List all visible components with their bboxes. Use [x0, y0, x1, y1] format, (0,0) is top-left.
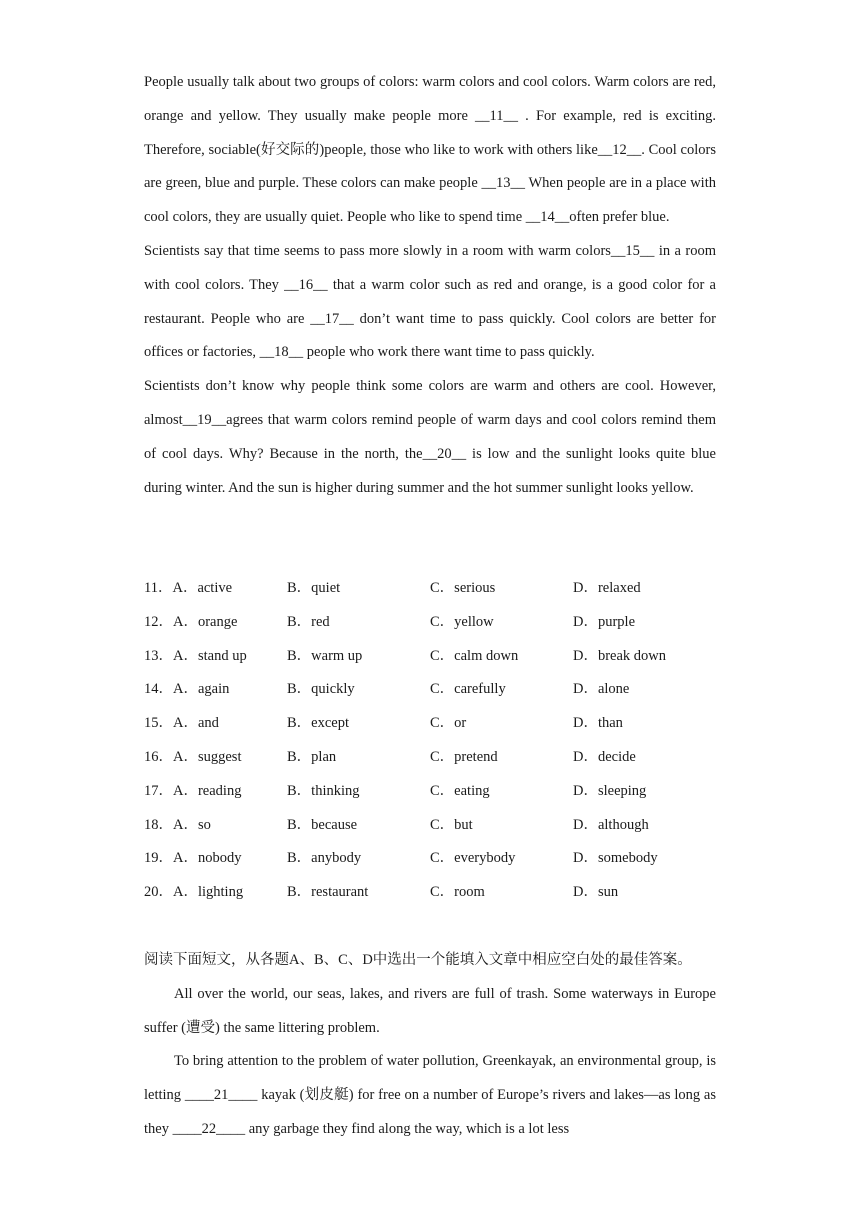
option-b: B．restaurant	[287, 884, 369, 901]
question-number: 17．	[144, 782, 173, 799]
option-b: B．except	[287, 715, 350, 732]
option-b: B．thinking	[287, 782, 360, 799]
option-b: B．warm up	[287, 647, 363, 664]
question-number: 12．	[144, 613, 173, 630]
option-d: D．purple	[573, 613, 636, 630]
option-c: C．room	[430, 884, 485, 901]
option-d: D．sun	[573, 884, 619, 901]
question-number: 19．	[144, 850, 173, 867]
option-d: D．decide	[573, 748, 636, 765]
question-row-16	[144, 741, 716, 775]
question-number: 15．	[144, 715, 173, 732]
option-b: B．anybody	[287, 850, 362, 867]
question-number: 13．	[144, 647, 173, 664]
question-row-14	[144, 673, 716, 707]
option-a: 14．A．again	[144, 681, 230, 698]
question-number: 11．	[144, 580, 173, 596]
option-a: 11．A．active	[144, 580, 233, 596]
option-c: C．but	[430, 816, 473, 833]
question-number: 16．	[144, 748, 173, 765]
option-d: D．alone	[573, 681, 630, 698]
section2-paragraph-1: All over the world, our seas, lakes, and rivers are full of trash. Some waterways in Europe suffer (遭受) the same littering problem.	[144, 985, 716, 1036]
question-row-18	[144, 809, 716, 843]
passage-paragraph-1: People usually talk about two groups of colors: warm colors and cool colors. Warm colors are red, orange and yellow. They usually make people more __11__ . For example, red is exciting. Therefore, sociable(好交际的)people, those who like to work with others like__12__. Cool colors are green, blue and purple. These colors can make people __13__ When people are in a place with cool colors, they are usually quiet. People who like to spend time __14__often prefer blue.	[144, 74, 716, 226]
option-c: C．everybody	[430, 850, 516, 867]
option-c: C．pretend	[430, 748, 498, 765]
option-a: 19．A．nobody	[144, 850, 242, 867]
option-a: 12．A．orange	[144, 613, 238, 630]
passage-paragraph-2: Scientists say that time seems to pass more slowly in a room with warm colors__15__ in a room with cool colors. They __16__ that a warm color such as red and orange, is a good color for a restaurant. People who are __17__ don’t want time to pass quickly. Cool colors are better for offices or factories, __18__ people who work there want time to pass quickly.	[144, 242, 716, 361]
question-row-13	[144, 640, 716, 674]
option-a: 15．A．and	[144, 715, 219, 732]
option-d: D．than	[573, 715, 623, 732]
option-d: D．although	[573, 816, 649, 833]
option-d: D．sleeping	[573, 782, 647, 799]
option-d: D．somebody	[573, 850, 658, 867]
question-number: 18．	[144, 816, 173, 833]
question-row-20	[144, 876, 716, 910]
option-c: C．or	[430, 715, 467, 732]
cloze-passage	[144, 66, 716, 505]
question-row-15	[144, 707, 716, 741]
options-list	[144, 572, 716, 910]
option-a: 20．A．lighting	[144, 884, 244, 901]
option-b: B．because	[287, 816, 358, 833]
question-number: 20．	[144, 884, 173, 901]
option-c: C．serious	[430, 580, 496, 596]
option-d: D．relaxed	[573, 580, 641, 596]
section2-paragraph-2: To bring attention to the problem of water pollution, Greenkayak, an environmental group, is letting ____21____ kayak (划皮艇) for free on a number of Europe’s rivers and lakes—as long as they ____22____ any garbage they find along the way, which is a lot less	[144, 1053, 716, 1137]
option-a: 17．A．reading	[144, 782, 242, 799]
option-b: B．red	[287, 613, 330, 630]
question-row-19	[144, 842, 716, 876]
option-d: D．break down	[573, 647, 667, 664]
option-c: C．eating	[430, 782, 490, 799]
option-b: B．plan	[287, 748, 337, 765]
option-c: C．carefully	[430, 681, 506, 698]
question-row-12	[144, 606, 716, 640]
option-c: C．yellow	[430, 613, 494, 630]
option-b: B．quiet	[287, 580, 341, 596]
section-instruction: 阅读下面短文，从各题A、B、C、D中选出一个能填入文章中相应空白处的最佳答案。	[144, 952, 692, 968]
question-number: 14．	[144, 681, 173, 698]
reading-section-2	[144, 944, 716, 1147]
passage-paragraph-3: Scientists don’t know why people think some colors are warm and others are cool. However, almost__19__agrees that warm colors remind people of warm days and cool colors remind them of cool days. Why? Because in the north, the__20__ is low and the sunlight looks quite blue during winter. And the sun is higher during summer and the hot summer sunlight looks yellow.	[144, 378, 716, 496]
option-b: B．quickly	[287, 681, 355, 698]
option-a: 18．A．so	[144, 816, 211, 833]
question-row-11	[144, 572, 716, 606]
option-c: C．calm down	[430, 647, 519, 664]
option-a: 13．A．stand up	[144, 647, 247, 664]
option-a: 16．A．suggest	[144, 748, 242, 765]
question-row-17	[144, 775, 716, 809]
